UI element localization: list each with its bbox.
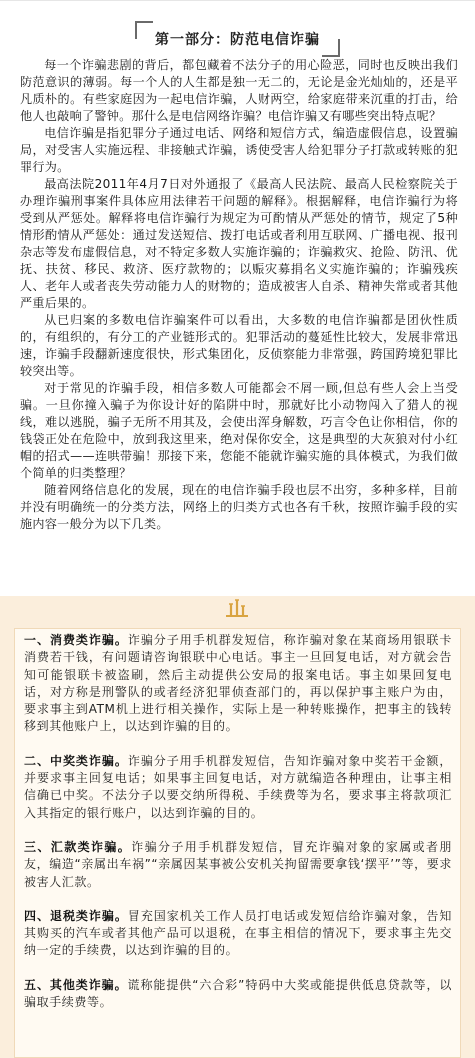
section-title: 第一部分：防范电信诈骗 (137, 23, 338, 55)
category-consumption-fraud (24, 632, 452, 736)
category-heading: 二、中奖类诈骗。 (24, 753, 128, 768)
category-text: 诈骗分子用手机群发短信，告知诈骗对象中奖若干金额，并要求事主回复电话；如果事主回复电话，对方就编造各种理由，让事主相信确已中奖。不法分子以要交纳所得税、手续费等为名，要求事主将款项汇入其指定的银行账户，以达到诈骗的目的。 (24, 753, 452, 820)
paragraph-judicial-interpretation: 最高法院2011年4月7日对外通报了《最高人民法院、最高人民检察院关于办理诈骗刑事案件具体应用法律若干问题的解释》。根据解释，电信诈骗行为将受到从严惩处。解释将电信诈骗行为规定为可酌情从严惩处的情节，规定了5种情形酌情从严惩处：通过发送短信、拨打电话或者利用互联网、广播电视、报刊杂志等发布虚假信息，对不特定多数人实施诈骗的；诈骗救灾、抢险、防汛、优抚、扶贫、移民、救济、医疗款物的；以赈灾募捐名义实施诈骗的；诈骗残疾人、老年人或者丧失劳动能力人的财物的；造成被害人自杀、精神失常或者其他严重后果的。 (20, 177, 458, 310)
category-text: 冒充国家机关工作人员打电话或发短信给诈骗对象，告知其购买的汽车或者其他产品可以退税，在事主相信的情况下，要求事主先交纳一定的手续费，以达到诈骗的目的。 (24, 908, 452, 958)
category-prize-fraud (24, 753, 452, 822)
paragraph-definition: 电信诈骗是指犯罪分子通过电话、网络和短信方式，编造虚假信息，设置骗局，对受害人实施远程、非接触式诈骗，诱使受害人给犯罪分子打款或转账的犯罪行为。 (20, 126, 458, 174)
category-heading: 五、其他类诈骗。 (24, 977, 128, 992)
paragraph-common-tricks: 对于常见的诈骗手段，相信多数人可能都会不屑一顾,但总有些人会上当受骗。一旦你撞入骗子为你设计好的陷阱中时，那就好比小动物闯入了猎人的视线，难以逃脱，骗子无所不用其及，会使出浑身解数，巧言令色让你相信，你的钱袋正处在危险中，放到我这里来，绝对保你安全，这是典型的大灰狼对付小红帽的招式——连哄带骗！那接下来，您能不能就诈骗实施的具体模式，为我们做个简单的归类整理？ (20, 381, 458, 480)
category-heading: 一、消费类诈骗。 (24, 633, 128, 647)
article-body (20, 57, 458, 533)
paragraph-intro: 每一个诈骗悲剧的背后，都包藏着不法分子的用心险恶，同时也反映出我们防范意识的薄弱。每一个人的人生都是独一无二的，无论是金光灿灿的，还是平凡质朴的。有些家庭因为一起电信诈骗，人财两空，给家庭带来沉重的打击，给他人也敲响了警钟。那什么是电信网络诈骗？电信诈骗又有哪些突出特点呢？ (20, 58, 458, 123)
category-text: 谎称能提供“六合彩”特码中大奖或能提供低息贷款等，以骗取手续费等。 (24, 977, 452, 1010)
category-tax-refund-fraud (24, 908, 452, 960)
category-text: 诈骗分子用手机群发短信，称诈骗对象在某商场用银联卡消费若干钱，有问题请咨询银联中心电话。事主一旦回复电话，对方就会告知可能银联卡被盗刷，然后主动提供公安局的报案电话。事主如果回复电话，对方称是刑警队的或者经济犯罪侦查部门的，再以保护事主账户为由，要求事主到ATM机上进行相关操作，实际上是一种转账操作，把事主的钱转移到其他账户上，以达到诈骗的目的。 (24, 633, 452, 734)
category-other-fraud (24, 977, 452, 1012)
category-remittance-fraud (24, 839, 452, 891)
paragraph-characteristics: 从已归案的多数电信诈骗案件可以看出，大多数的电信诈骗都是团伙性质的，有组织的，有分工的产业链形式的。犯罪活动的蔓延性比较大，发展非常迅速，诈骗手段翻新速度很快，形式集团化，反侦察能力非常强，跨国跨境犯罪比较突出等。 (20, 313, 458, 378)
section-title-wrapper (0, 23, 475, 55)
fraud-category-list (24, 632, 452, 1028)
paragraph-classification: 随着网络信息化的发展，现在的电信诈骗手段也层不出穷，多种多样，目前并没有明确统一的分类方法，网络上的归类方式也各有千秋，按照诈骗手段的实施内容一般分为以下几类。 (20, 483, 458, 531)
golden-pillar-ornament-icon (222, 596, 252, 618)
category-heading: 四、退税类诈骗。 (24, 908, 128, 923)
category-text: 诈骗分子用手机群发短信，冒充诈骗对象的家属或者朋友，编造“亲属出车祸”“亲属因某事被公安机关拘留需要拿钱‘摆平’”等，要求被害人汇款。 (24, 839, 452, 889)
category-heading: 三、汇款类诈骗。 (24, 839, 132, 854)
